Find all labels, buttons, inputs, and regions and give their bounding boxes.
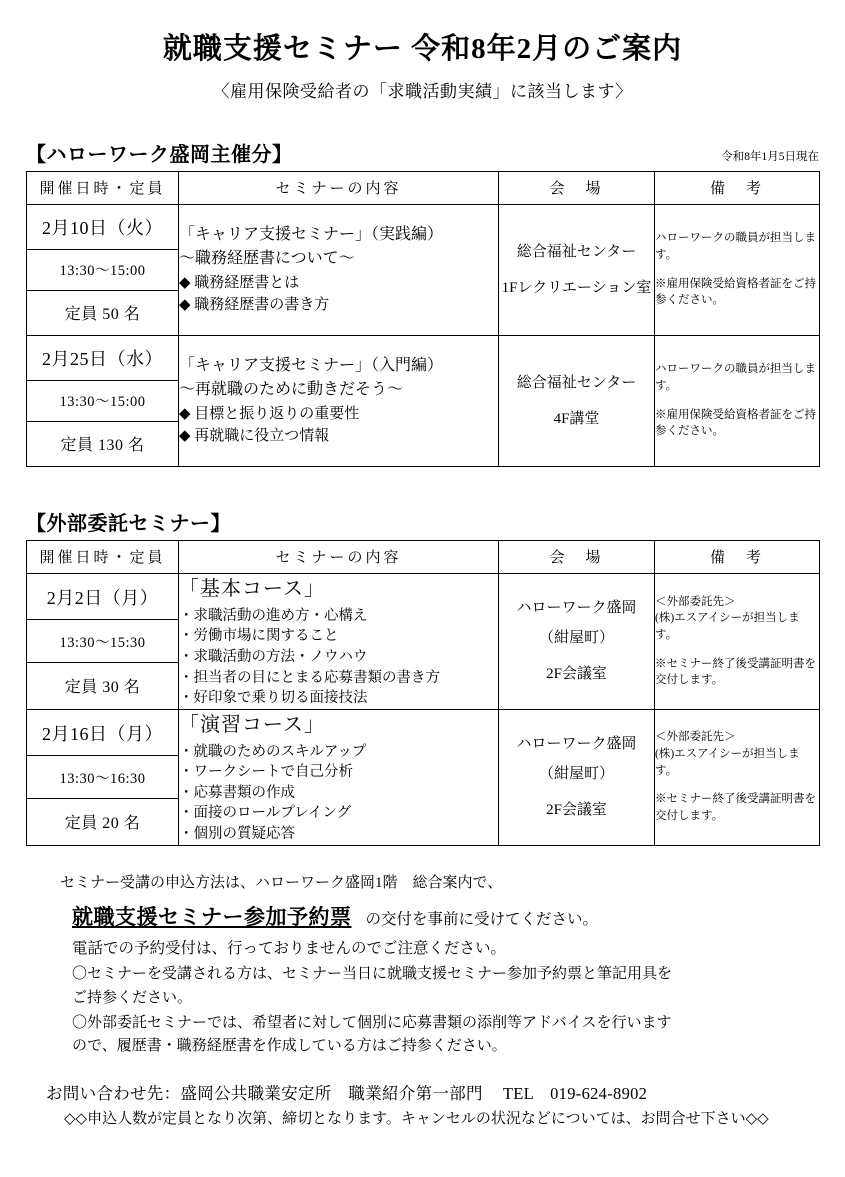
place-line-2: （紺屋町） <box>538 766 614 783</box>
footer-line-3: 電話での予約受付は、行っておりませんのでご注意ください。 <box>72 940 507 958</box>
note-line-1: ハローワークの職員が担当します。 <box>655 363 816 393</box>
note-line-3: ※セミナー終了後受講証明書を交付します。 <box>655 657 816 687</box>
contact-office: お問い合わせ先：盛岡公共職業安定所 職業紹介第一部門 <box>46 1084 483 1104</box>
list-item: ◆ 職務経歴書の書き方 <box>179 296 330 313</box>
col-header-note: 備 考 <box>655 540 820 573</box>
note-line-1: ＜外部委託先＞ <box>655 595 736 608</box>
row-date: 2月10日（火） <box>27 204 179 249</box>
row-content <box>179 335 499 466</box>
content-subline: 〜再就職のために動きだそう〜 <box>179 381 404 399</box>
footer-line-2 <box>26 901 819 934</box>
footer-line-7: ので、履歴書・職務経歴書を作成している方はご持参ください。 <box>72 1038 507 1055</box>
row-content <box>179 709 499 845</box>
footer-line-6: 〇外部委託セミナーでは、希望者に対して個別に応募書類の添削等アドバイスを行います <box>72 1014 672 1031</box>
note-line-1: ハローワークの職員が担当します。 <box>655 232 816 262</box>
section2-table <box>26 540 820 846</box>
row-place <box>499 204 655 335</box>
as-of-date: 令和8年1月5日現在 <box>721 150 819 163</box>
list-item: ・求職活動の進め方・心構え <box>179 607 368 624</box>
col-header-place: 会 場 <box>499 171 655 204</box>
row-capacity: 定員 20 名 <box>27 798 179 845</box>
row-place <box>499 335 655 466</box>
row-note <box>655 204 820 335</box>
note-line-2: (株)エスアイシーが担当します。 <box>655 748 800 777</box>
content-headline: 「演習コース」 <box>179 713 325 736</box>
table-row <box>27 573 820 620</box>
row-note <box>655 709 820 845</box>
reservation-slip-tail: の交付を事前に受けてください。 <box>365 910 599 928</box>
note-line-2: ※雇用保険受給資格者証をご持参ください。 <box>655 277 816 307</box>
page-subtitle: 〈雇用保険受給者の「求職活動実績」に該当します〉 <box>212 81 633 101</box>
row-time: 13:30〜15:30 <box>27 620 179 663</box>
row-time: 13:30〜15:00 <box>27 249 179 290</box>
row-note <box>655 573 820 709</box>
section2-title: 【外部委託セミナー】 <box>26 512 231 535</box>
row-capacity: 定員 130 名 <box>27 421 179 466</box>
document-page <box>0 32 845 1177</box>
row-date: 2月2日（月） <box>27 573 179 620</box>
list-item: ◆ 職務経歴書とは <box>179 275 300 292</box>
place-line-2: 4F講堂 <box>553 410 600 427</box>
place-line-1: 総合福祉センター <box>516 374 637 391</box>
place-line-1: ハローワーク盛岡 <box>516 736 637 753</box>
row-note <box>655 335 820 466</box>
footer-line-4: 〇セミナーを受講される方は、セミナー当日に就職支援セミナー参加予約票と筆記用具を <box>72 966 673 983</box>
section1-title: 【ハローワーク盛岡主催分】 <box>26 143 293 166</box>
list-item: ・好印象で乗り切る面接技法 <box>179 690 368 707</box>
contact-line <box>26 1080 819 1104</box>
list-item: ・面接のロールプレイング <box>179 805 352 822</box>
content-subline: 〜職務経歴書について〜 <box>179 250 355 268</box>
place-line-2: 1Fレクリエーション室 <box>501 279 652 296</box>
note-line-2: ※雇用保険受給資格者証をご持参ください。 <box>655 408 816 438</box>
col-header-date: 開催日時・定員 <box>27 171 179 204</box>
table-header-row <box>27 171 820 204</box>
list-item: ・労働市場に関すること <box>179 628 339 645</box>
place-line-3: 2F会議室 <box>546 802 607 819</box>
list-item: ・ワークシートで自己分析 <box>179 764 353 781</box>
contact-tel: TEL 019-624-8902 <box>502 1084 648 1104</box>
page-title: 就職支援セミナー 令和8年2月のご案内 <box>162 33 683 65</box>
list-item: ・就職のためのスキルアップ <box>179 743 367 760</box>
place-line-2: （紺屋町） <box>538 630 614 647</box>
row-capacity: 定員 30 名 <box>27 662 179 709</box>
col-header-note: 備 考 <box>655 171 820 204</box>
table-row <box>27 335 820 380</box>
table-row <box>27 709 820 756</box>
reservation-slip-label: 就職支援セミナー参加予約票 <box>72 904 352 929</box>
list-item: ◆ 再就職に役立つ情報 <box>179 427 330 444</box>
content-bullets <box>179 606 498 709</box>
content-bullets <box>179 742 498 845</box>
place-line-1: ハローワーク盛岡 <box>516 600 637 617</box>
col-header-place: 会 場 <box>499 540 655 573</box>
row-date: 2月16日（月） <box>27 709 179 756</box>
place-line-1: 総合福祉センター <box>516 243 637 260</box>
row-place <box>499 573 655 709</box>
footer-line-5: ご持参ください。 <box>72 989 193 1006</box>
section2-header <box>26 507 819 536</box>
row-place <box>499 709 655 845</box>
table-row <box>27 204 820 249</box>
content-bullets <box>179 273 498 317</box>
col-header-date: 開催日時・定員 <box>27 540 179 573</box>
table-header-row <box>27 540 820 573</box>
content-headline: 「キャリア支援セミナー」（実践編） <box>179 226 444 244</box>
col-header-content: セミナーの内容 <box>179 540 499 573</box>
row-capacity: 定員 50 名 <box>27 290 179 335</box>
row-time: 13:30〜16:30 <box>27 756 179 799</box>
content-bullets <box>179 404 498 448</box>
note-line-2: (株)エスアイシーが担当します。 <box>655 612 800 641</box>
cancellation-note: ◇◇申込人数が定員となり次第、締切となります。キャンセルの状況などについては、お問合せ下さい◇◇ <box>64 1111 769 1128</box>
note-line-1: ＜外部委託先＞ <box>655 731 736 744</box>
content-headline: 「キャリア支援セミナー」（入門編） <box>179 357 444 375</box>
row-date: 2月25日（水） <box>27 335 179 380</box>
row-content <box>179 204 499 335</box>
section1-table <box>26 171 820 467</box>
list-item: ・応募書類の作成 <box>179 784 295 801</box>
list-item: ・担当者の目にとまる応募書類の書き方 <box>179 669 440 686</box>
footer-line-1: セミナー受講の申込方法は、ハローワーク盛岡1階 総合案内で、 <box>60 874 503 891</box>
footer-notes <box>26 872 819 1059</box>
section1-header <box>26 138 819 167</box>
list-item: ◆ 目標と振り返りの重要性 <box>179 406 360 423</box>
content-headline: 「基本コース」 <box>179 577 325 600</box>
note-line-3: ※セミナー終了後受講証明書を交付します。 <box>655 793 816 823</box>
col-header-content: セミナーの内容 <box>179 171 499 204</box>
list-item: ・求職活動の方法・ノウハウ <box>179 648 368 665</box>
row-time: 13:30〜15:00 <box>27 380 179 421</box>
place-line-3: 2F会議室 <box>546 666 607 683</box>
row-content <box>179 573 499 709</box>
list-item: ・個別の質疑応答 <box>179 826 295 842</box>
